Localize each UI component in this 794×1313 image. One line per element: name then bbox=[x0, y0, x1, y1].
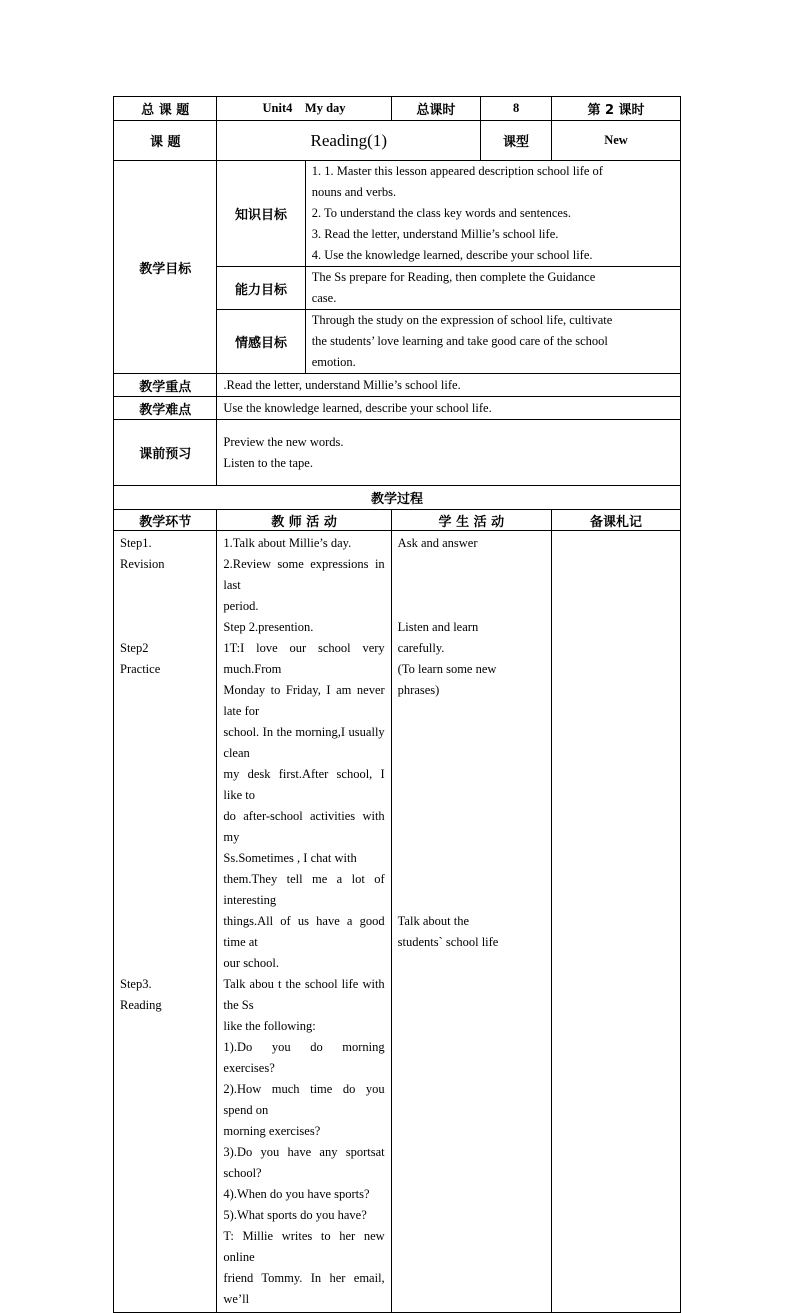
emotion-goal-text bbox=[305, 310, 680, 374]
teacher-activity-line: 5).What sports do you have? bbox=[223, 1208, 367, 1222]
stage-line bbox=[120, 764, 210, 785]
stage-line: Step2 bbox=[120, 641, 149, 655]
stage-line: Step1. bbox=[120, 536, 152, 550]
student-activity-line bbox=[398, 785, 545, 806]
student-activity-line bbox=[398, 848, 545, 869]
student-activity-line bbox=[398, 701, 545, 722]
stage-line bbox=[120, 680, 210, 701]
student-activity-line: Ask and answer bbox=[397, 536, 478, 550]
stage-line bbox=[120, 785, 210, 806]
stage-line bbox=[120, 911, 210, 932]
teacher-activity-line: things.All of us have a good time at bbox=[223, 914, 385, 949]
teacher-activity-line: Talk abou t the school life with the Ss bbox=[223, 977, 385, 1012]
student-activity-cell bbox=[391, 531, 551, 1313]
stage-column-header: 教学环节 bbox=[114, 510, 217, 531]
knowledge-goal-label: 知识目标 bbox=[217, 161, 305, 267]
preview-line: Preview the new words. bbox=[223, 434, 344, 449]
student-activity-line: Talk about the bbox=[397, 914, 469, 928]
student-activity-line bbox=[398, 890, 545, 911]
ability-line: case. bbox=[311, 291, 337, 305]
ability-goal-text bbox=[305, 267, 680, 310]
preview-line: Listen to the tape. bbox=[223, 455, 313, 470]
teacher-activity-line: 1.Talk about Millie’s day. bbox=[223, 536, 352, 550]
stage-line: Step3. bbox=[120, 977, 152, 991]
stage-line bbox=[120, 890, 210, 911]
stage-line bbox=[120, 743, 210, 764]
student-activity-line bbox=[398, 722, 545, 743]
student-activity-line bbox=[398, 806, 545, 827]
knowledge-line: nouns and verbs. bbox=[311, 185, 397, 199]
student-activity-line bbox=[398, 764, 545, 785]
stage-line bbox=[120, 575, 210, 596]
student-activity-line bbox=[398, 869, 545, 890]
teacher-activity-line: 2.Review some expressions in last bbox=[223, 557, 385, 592]
stage-line: Reading bbox=[120, 998, 162, 1012]
student-activity-line bbox=[398, 554, 545, 575]
knowledge-goal-text bbox=[305, 161, 680, 267]
stage-line: Practice bbox=[120, 662, 161, 676]
notes-cell bbox=[552, 531, 681, 1313]
teacher-activity-line: friend Tommy. In her email, we’ll bbox=[223, 1271, 385, 1306]
teacher-activity-line: them.They tell me a lot of interesting bbox=[223, 872, 385, 907]
student-lines bbox=[398, 533, 545, 953]
student-activity-line: (To learn some new bbox=[397, 662, 497, 676]
preview-label: 课前预习 bbox=[114, 420, 217, 486]
emotion-line: Through the study on the expression of school life, cultivate bbox=[311, 313, 613, 327]
teacher-activity-line: 1T:I love our school very much.From bbox=[223, 641, 385, 676]
student-activity-line: phrases) bbox=[397, 683, 440, 697]
objectives-label: 教学目标 bbox=[114, 161, 217, 374]
teacher-activity-line: my desk first.After school, I like to bbox=[223, 767, 385, 802]
stage-line bbox=[120, 596, 210, 617]
stage-line bbox=[120, 806, 210, 827]
teacher-activity-line: 2).How much time do you spend on bbox=[223, 1082, 385, 1117]
teacher-activity-line: do after-school activities with my bbox=[223, 809, 385, 844]
student-activity-line bbox=[398, 596, 545, 617]
stage-lines bbox=[120, 533, 210, 1016]
ability-goal-label: 能力目标 bbox=[217, 267, 305, 310]
stage-cell bbox=[114, 531, 217, 1313]
emotion-line: the students’ love learning and take good care of the school bbox=[311, 334, 608, 348]
student-column-header: 学 生 活 动 bbox=[391, 510, 551, 531]
stage-line bbox=[120, 617, 210, 638]
stage-line bbox=[120, 953, 210, 974]
teacher-activity-line: 3).Do you have any sportsat school? bbox=[223, 1145, 385, 1180]
knowledge-line: 3. Read the letter, understand Millie’s school life. bbox=[311, 227, 559, 241]
stage-line bbox=[120, 932, 210, 953]
ability-line: The Ss prepare for Reading, then complete the Guidance bbox=[311, 270, 596, 284]
student-activity-line bbox=[398, 743, 545, 764]
key-points-value: .Read the letter, understand Millie’s school life. bbox=[217, 374, 681, 397]
teacher-activity-line: our school. bbox=[223, 956, 279, 970]
difficult-points-value: Use the knowledge learned, describe your school life. bbox=[217, 397, 681, 420]
key-points-label: 教学重点 bbox=[114, 374, 217, 397]
teacher-activity-line: like the following: bbox=[223, 1019, 316, 1033]
student-activity-line bbox=[398, 575, 545, 596]
teacher-activity-line: Monday to Friday, I am never late for bbox=[223, 683, 385, 718]
type-value: New bbox=[552, 121, 681, 161]
total-topic-label: 总 课 题 bbox=[114, 97, 217, 121]
teacher-activity-line: period. bbox=[223, 599, 259, 613]
process-title: 教学过程 bbox=[114, 486, 681, 510]
student-activity-line: carefully. bbox=[397, 641, 445, 655]
emotion-line: emotion. bbox=[311, 355, 356, 369]
teacher-activity-line: 1).Do you do morning exercises? bbox=[223, 1040, 385, 1075]
teacher-activity-line: Ss.Sometimes , I chat with bbox=[223, 851, 357, 865]
student-activity-line: Listen and learn bbox=[397, 620, 479, 634]
stage-line bbox=[120, 722, 210, 743]
preview-text bbox=[217, 420, 681, 486]
lesson-plan-table bbox=[113, 96, 681, 1313]
student-activity-line bbox=[398, 827, 545, 848]
teacher-activity-cell bbox=[217, 531, 391, 1313]
teacher-activity-line: school. In the morning,I usually clean bbox=[223, 725, 385, 760]
period-value: 第 2 课时 bbox=[552, 97, 681, 121]
emotion-goal-label: 情感目标 bbox=[217, 310, 305, 374]
teacher-lines bbox=[223, 533, 384, 1310]
topic-value: Reading(1) bbox=[217, 121, 481, 161]
stage-line: Revision bbox=[120, 557, 165, 571]
total-topic-value: Unit4 My day bbox=[217, 97, 391, 121]
stage-line bbox=[120, 701, 210, 722]
teacher-column-header: 教 师 活 动 bbox=[217, 510, 391, 531]
total-hours-value: 8 bbox=[481, 97, 552, 121]
stage-line bbox=[120, 869, 210, 890]
stage-line bbox=[120, 848, 210, 869]
teacher-activity-line: T: Millie writes to her new online bbox=[223, 1229, 385, 1264]
teacher-activity-line: 4).When do you have sports? bbox=[223, 1187, 370, 1201]
type-label: 课型 bbox=[481, 121, 552, 161]
total-hours-label: 总课时 bbox=[391, 97, 480, 121]
notes-column-header: 备课札记 bbox=[552, 510, 681, 531]
topic-label: 课 题 bbox=[114, 121, 217, 161]
stage-line bbox=[120, 827, 210, 848]
knowledge-line: 4. Use the knowledge learned, describe your school life. bbox=[311, 248, 593, 262]
teacher-activity-line: morning exercises? bbox=[223, 1124, 321, 1138]
teacher-activity-line: Step 2.presention. bbox=[223, 620, 314, 634]
knowledge-line: 2. To understand the class key words and sentences. bbox=[311, 206, 571, 220]
knowledge-line: 1. 1. Master this lesson appeared description school life of bbox=[311, 164, 603, 178]
difficult-points-label: 教学难点 bbox=[114, 397, 217, 420]
student-activity-line: students` school life bbox=[397, 935, 499, 949]
